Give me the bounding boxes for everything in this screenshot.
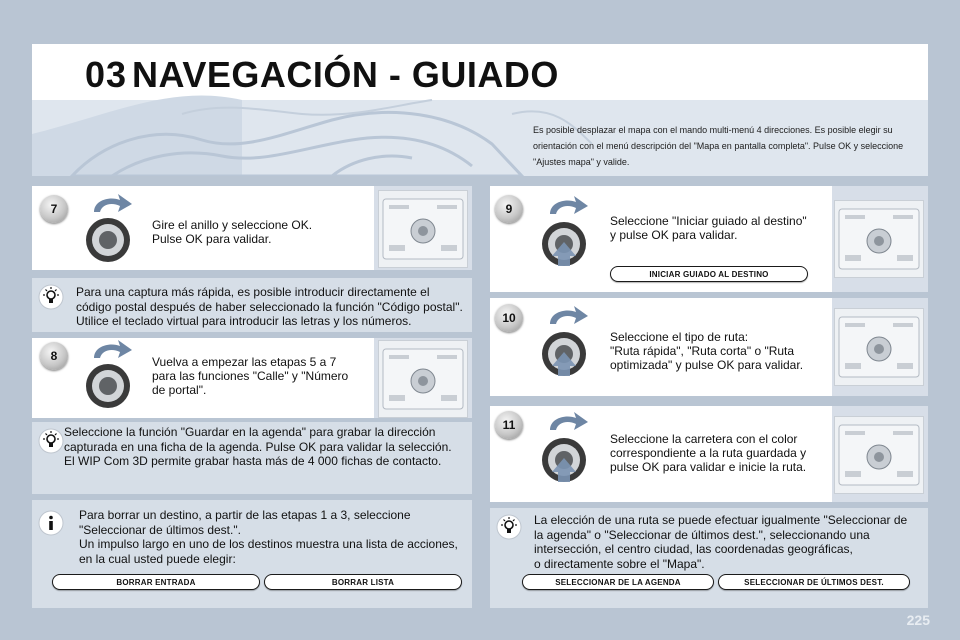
step9-number-badge: 9 — [495, 195, 523, 223]
chapter-number: 03 — [85, 54, 128, 95]
step10-text: Seleccione el tipo de ruta: "Ruta rápida", "Ruta corta" o "Ruta optimizada" y pulse OK para validar. — [610, 330, 804, 372]
radio-unit-icon — [834, 416, 924, 494]
tip3-text: La elección de una ruta se puede efectuar igualmente "Seleccionar de la agenda" o "Seleccionar de últimos dest.", seleccionando una intersección, el centro ciudad, las coordenadas geográficas, o directamente sobre el "Mapa". — [534, 513, 908, 571]
tip2-text: Seleccione la función "Guardar en la agenda" para grabar la dirección capturada en una ficha de la agenda. Pulse OK para validar la selección. El WIP Com 3D permite grabar hasta más de 4 000 fichas de contacto. — [64, 425, 452, 468]
radio-unit-icon — [378, 190, 468, 268]
info-text: Para borrar un destino, a partir de las etapas 1 a 3, seleccione "Seleccionar de últimos dest.". Un impulso largo en uno de los destinos muestra una lista de acciones, en la cual usted puede elegir: — [79, 508, 458, 566]
page-number: 225 — [906, 612, 930, 628]
lightbulb-icon — [38, 428, 64, 454]
page-title: NAVEGACIÓN - GUIADO — [132, 54, 559, 95]
step11-number-badge: 11 — [495, 411, 523, 439]
iniciar-guiado-button[interactable]: INICIAR GUIADO AL DESTINO — [610, 266, 808, 282]
borrar-lista-button[interactable]: BORRAR LISTA — [264, 574, 462, 590]
lightbulb-icon — [496, 514, 522, 540]
step8-number-badge: 8 — [40, 342, 68, 370]
step9-text: Seleccione "Iniciar guiado al destino" y pulse OK para validar. — [610, 214, 807, 242]
step7-number-badge: 7 — [40, 195, 68, 223]
lightbulb-icon — [38, 284, 64, 310]
step7-text: Gire el anillo y seleccione OK. Pulse OK para validar. — [152, 218, 313, 246]
info-icon — [38, 510, 64, 536]
rotary-knob-icon — [540, 412, 596, 500]
step10-number-badge: 10 — [495, 304, 523, 332]
rotary-knob-icon — [540, 306, 596, 394]
rotary-knob-icon — [540, 196, 596, 284]
step8-text: Vuelva a empezar las etapas 5 a 7 para las funciones "Calle" y "Número de portal". — [152, 355, 349, 397]
seleccionar-ultimos-button[interactable]: SELECCIONAR DE ÚLTIMOS DEST. — [718, 574, 910, 590]
header-intro-text: Es posible desplazar el mapa con el mando multi-menú 4 direcciones. Es posible elegir su orientación con el menú descripción del "Mapa en pantalla completa". Pulse OK y seleccione "Ajustes mapa" y valide. — [533, 125, 904, 167]
rotary-knob-icon — [84, 194, 140, 268]
radio-unit-icon — [834, 308, 924, 386]
seleccionar-agenda-button[interactable]: SELECCIONAR DE LA AGENDA — [522, 574, 714, 590]
tip1-text: Para una captura más rápida, es posible introducir directamente el código postal después de haber seleccionado la función "Código postal". Utilice el teclado virtual para introducir las letras y los números. — [76, 285, 463, 328]
step11-text: Seleccione la carretera con el color correspondiente a la ruta guardada y pulse OK para validar e inicie la ruta. — [610, 432, 807, 474]
borrar-entrada-button[interactable]: BORRAR ENTRADA — [52, 574, 260, 590]
radio-unit-icon — [834, 200, 924, 278]
rotary-knob-icon — [84, 340, 140, 414]
radio-unit-icon — [378, 340, 468, 418]
